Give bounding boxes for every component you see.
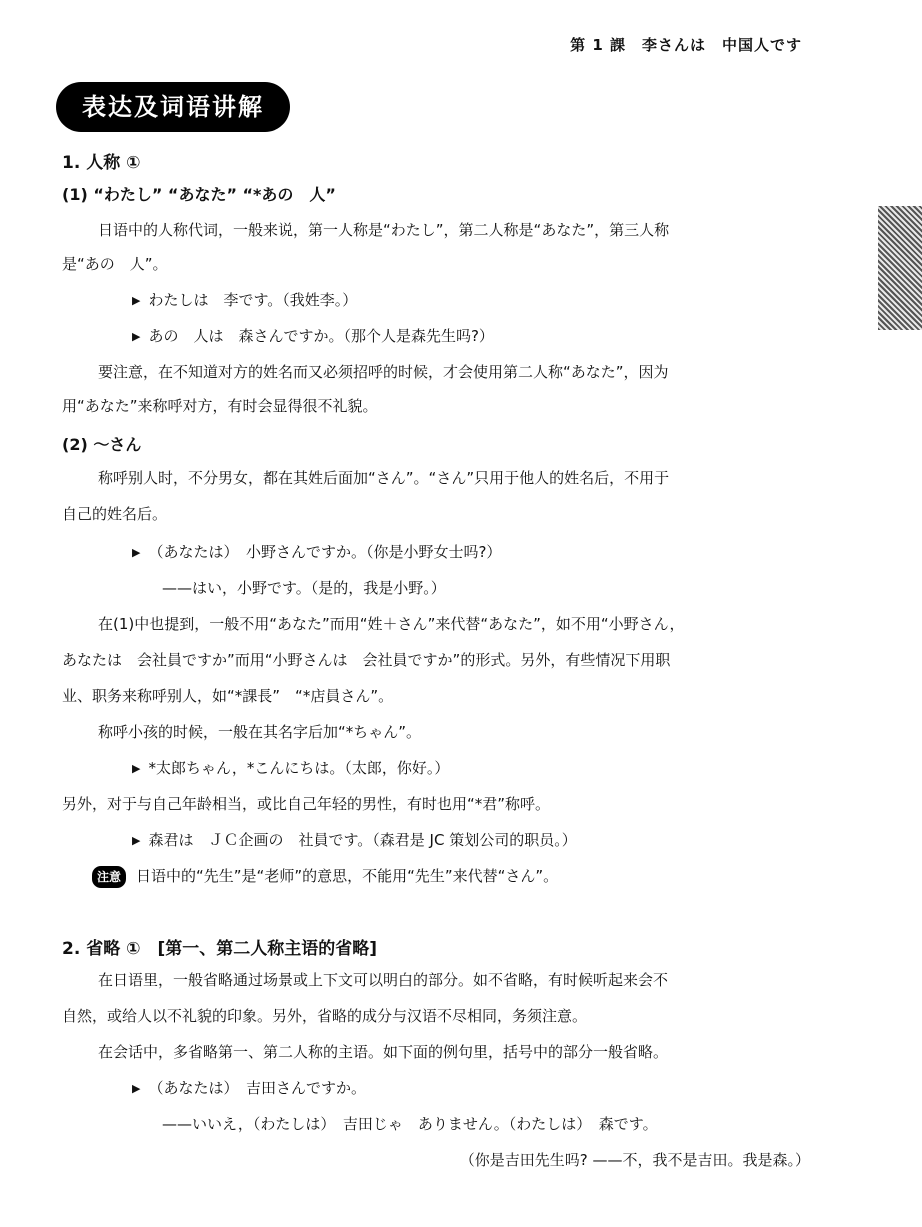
example-sentence: ▶ （あなたは） 吉田さんですか。 (132, 1079, 366, 1097)
triangle-bullet-icon: ▶ (132, 834, 141, 847)
paragraph: あなたは 会社員ですか”而用“小野さんは 会社員ですか”的形式。另外，有些情况下用职 (62, 651, 671, 669)
subsection-2-heading: (2) ～さん (62, 435, 142, 454)
note: 注意 日语中的“先生”是“老师”的意思，不能用“先生”来代替“さん”。 (92, 866, 558, 888)
subsection-1-heading: (1) “わたし” “あなた” “*あの 人” (62, 185, 336, 204)
triangle-bullet-icon: ▶ (132, 330, 141, 343)
paragraph: 业、职务来称呼别人，如“*課長” “*店員さん”。 (62, 687, 394, 705)
example-sentence: ▶ 森君は ＪＣ企画の 社員です。（森君是 JC 策划公司的职员。） (132, 831, 577, 849)
example-sentence: ▶ （あなたは） 小野さんですか。（你是小野女士吗?） (132, 543, 502, 561)
paragraph: 自然，或给人以不礼貌的印象。另外，省略的成分与汉语不尽相同，务须注意。 (62, 1007, 588, 1025)
example-translation: （你是吉田先生吗? ——不，我不是吉田。我是森。） (459, 1151, 810, 1169)
triangle-bullet-icon: ▶ (132, 1082, 141, 1095)
example-reply: ——はい，小野です。（是的，我是小野。） (162, 579, 446, 597)
paragraph: 用“あなた”来称呼对方，有时会显得很不礼貌。 (62, 397, 378, 415)
paragraph: 在日语里，一般省略通过场景或上下文可以明白的部分。如不省略，有时候听起来会不 (98, 971, 669, 989)
paragraph: 称呼别人时，不分男女，都在其姓后面加“さん”。“さん”只用于他人的姓名后，不用于 (98, 469, 670, 487)
section-2-heading: 2. 省略 ① [第一、第二人称主语的省略] (62, 939, 378, 959)
running-head: 第 1 課 李さんは 中国人です (570, 36, 802, 54)
paragraph: 是“あの 人”。 (62, 255, 168, 273)
triangle-bullet-icon: ▶ (132, 762, 141, 775)
paragraph: 在会话中，多省略第一、第二人称的主语。如下面的例句里，括号中的部分一般省略。 (98, 1043, 669, 1061)
paragraph: 日语中的人称代词，一般来说，第一人称是“わたし”，第二人称是“あなた”，第三人称 (98, 221, 670, 239)
triangle-bullet-icon: ▶ (132, 546, 141, 559)
paragraph: 自己的姓名后。 (62, 505, 168, 523)
paragraph: 另外，对于与自己年龄相当，或比自己年轻的男性，有时也用“*君”称呼。 (62, 795, 551, 813)
triangle-bullet-icon: ▶ (132, 294, 141, 307)
example-sentence: ▶ *太郎ちゃん，*こんにちは。（太郎，你好。） (132, 759, 450, 777)
thumb-index-tab (878, 206, 922, 330)
note-badge: 注意 (92, 866, 126, 888)
example-reply: ——いいえ，（わたしは） 吉田じゃ ありません。（わたしは） 森です。 (162, 1115, 658, 1133)
example-sentence: ▶ わたしは 李です。（我姓李。） (132, 291, 358, 309)
paragraph: 在(1)中也提到，一般不用“あなた”而用“姓＋さん”来代替“あなた”，如不用“小野さん， (98, 615, 685, 633)
paragraph: 要注意，在不知道对方的姓名而又必须招呼的时候，才会使用第二人称“あなた”，因为 (98, 363, 669, 381)
example-sentence: ▶ あの 人は 森さんですか。（那个人是森先生吗?） (132, 327, 494, 345)
section-title-badge: 表达及词语讲解 (56, 82, 290, 132)
paragraph: 称呼小孩的时候，一般在其名字后加“*ちゃん”。 (98, 723, 422, 741)
section-1-heading: 1. 人称 ① (62, 153, 141, 173)
